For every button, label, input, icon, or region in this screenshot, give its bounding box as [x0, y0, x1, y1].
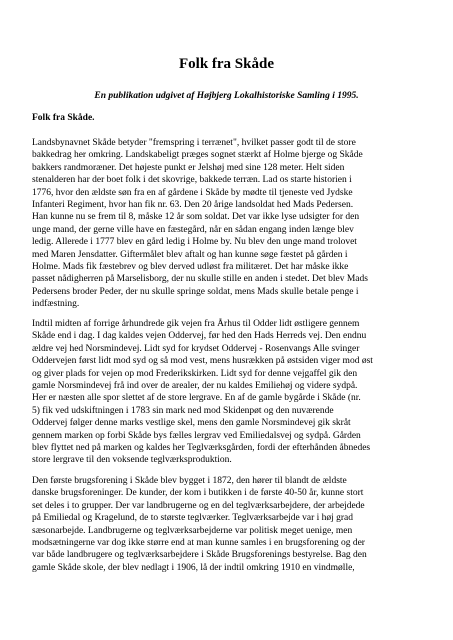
- text-line: Han kunne nu se frem til 8, måske 12 år som soldat. Det var ikke lyse udsigter for den: [32, 212, 360, 223]
- text-line: Oddervejen først lidt mod syd og så mod vest, mens husrækken på østsiden viger mod øst: [32, 356, 373, 367]
- text-line: unge mand, der gerne ville have en fæstegård, når en sådan engang inden længe blev: [32, 224, 354, 235]
- text-line: danske brugsforeninger. De kunder, der kom i butikken i de første 40-50 år, kunne stort: [32, 488, 364, 499]
- text-line: ældre vej hed Norsmindevej. Lidt syd for krydset Oddervej - Rosenvangs Alle svinger: [32, 343, 360, 354]
- text-line: indfæstning.: [32, 299, 80, 310]
- text-line: Pedersens broder Peder, der nu skulle springe soldat, mens Mads skulle betale penge i: [32, 286, 359, 297]
- text-line: Indtil midten af forrige århundrede gik vejen fra Århus til Odder lidt østligere gennem: [32, 319, 360, 329]
- text-line: Her er næsten alle spor slettet af de store lergrave. En af de gamle bygårde i Skåde (nr.: [32, 393, 361, 404]
- text-line: passet nådigherren på Marselisborg, der nu skulle stille en anden i stedet. Det blev Mads: [32, 274, 368, 285]
- text-line: gamle Skåde skole, der blev nedlagt i 1906, lå der indtil omkring 1910 en vindmølle,: [32, 562, 355, 573]
- text-line: Den første brugsforening i Skåde blev bygget i 1872, den hører til blandt de ældste: [32, 476, 347, 486]
- text-line: og giver plads for vejen op mod Frederikskirken. Lidt syd for denne vejgaffel gik den: [32, 368, 358, 379]
- text-line: bakkers randmoræner. Det højeste punkt er Jelshøj med sine 128 meter. Helt siden: [32, 162, 345, 173]
- text-line: bakkedrag her omkring. Landskabeligt præges sognet stærkt af Holme bjerge og Skåde: [32, 150, 363, 161]
- text-line: Oddervej følger denne marks vestlige skel, mens den gamle Norsmindevej gik skråt: [32, 418, 351, 429]
- text-line: set deles i to grupper. Der var landbrugerne og en del teglværksarbejdere, der arbejdede: [32, 500, 365, 511]
- text-line: store lergrave til den voksende teglværksproduktion.: [32, 455, 232, 466]
- text-line: på Emiliedal og Kragelund, de to største teglværker. Teglværksarbejde var i høj grad: [32, 513, 354, 524]
- text-line: Holme. Mads fik fæstebrev og blev derved udløst fra militæret. Det har måske ikke: [32, 262, 349, 273]
- publication-subtitle: En publikation udgivet af Højbjerg Lokalhistoriske Samling i 1995.: [94, 91, 359, 101]
- text-line: stenalderen har der boet folk i det skovrige, bakkede terræn. Lad os starte historien i: [32, 175, 352, 186]
- paragraph-1: [32, 137, 424, 311]
- text-line: 1776, hvor den ældste søn fra en af gårdene i Skåde by mødte til tjeneste ved Jydske: [32, 187, 353, 198]
- text-line: 5) fik ved udskiftningen i 1783 sin mark ned mod Skidenpøt og den nuværende: [32, 405, 334, 416]
- page-title: Folk fra Skåde: [178, 56, 274, 72]
- text-line: blev flyttet ned på marken og kaldes her Teglværksgården, fordi der efterhånden åbnedes: [32, 443, 371, 454]
- text-line: sæsonarbejde. Landbrugerne og teglværksarbejderne var politisk meget uenige, men: [32, 525, 353, 536]
- text-line: var både landbrugere og teglværksarbejdere i Skåde Brugsforenings bestyrelse. Bag den: [32, 550, 367, 561]
- text-line: ledig. Allerede i 1777 blev en gård ledig i Holme by. Nu blev den unge mand trolovet: [32, 237, 357, 248]
- paragraph-2: [32, 318, 424, 467]
- paragraph-3: [32, 475, 424, 574]
- text-line: Skåde end i dag. I dag kaldes vejen Oddervej, før hed den Hads Herreds vej. Den endnu: [32, 331, 367, 342]
- text-line: modsætningerne var dog ikke større end at man kunne samles i en brugsforening og der: [32, 538, 365, 549]
- text-line: Infanteri Regiment, hvor han fik nr. 63. Den 20 årige landsoldat hed Mads Pedersen.: [32, 200, 354, 211]
- section-heading: Folk fra Skåde.: [32, 113, 95, 123]
- text-line: gamle Norsmindevej frå ind over de arealer, der nu kaldes Emiliehøj og videre sydpå.: [32, 381, 358, 392]
- text-line: Landsbynavnet Skåde betyder "fremspring i terrænet", hvilket passer godt til de store: [32, 138, 356, 148]
- text-line: gennem marken op forbi Skåde bys fælles lergrav ved Emiliedalsvej og sydpå. Gården: [32, 430, 361, 441]
- text-line: med Maren Jensdatter. Giftermålet blev aftalt og han kunne søge fæstet på gården i: [32, 249, 348, 260]
